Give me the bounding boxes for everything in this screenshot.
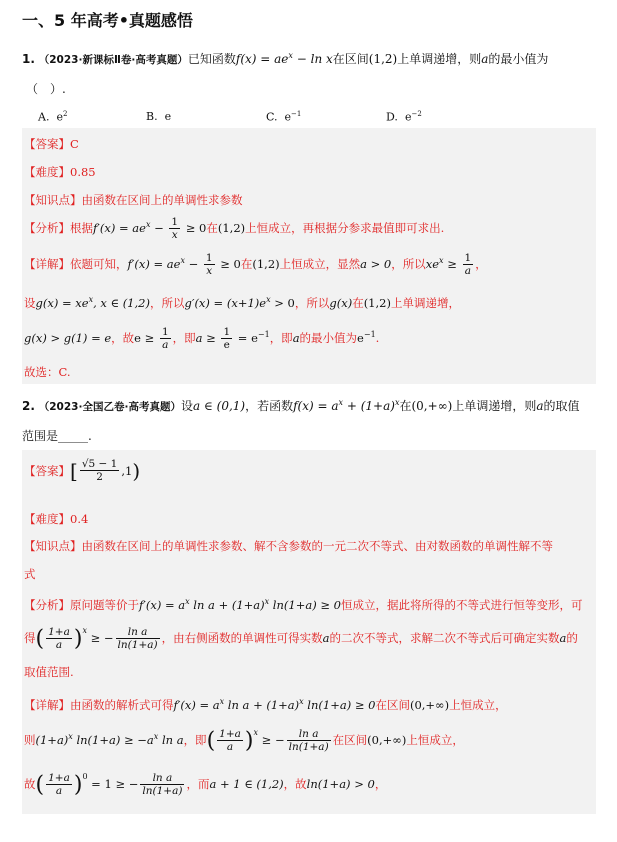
q1-conclusion: 故选：C. (24, 365, 71, 379)
q1-knowledge-point: 【知识点】由函数在区间上的单调性求参数 (24, 193, 243, 207)
q1-detail-line2: 设$g(x) = xe^x$, x ∈ (1,2)，所以$g'(x) = (x+1)e^x > 0$，所以g(x)在(1,2)上单调递增， (24, 295, 460, 310)
q1-number: 1. (22, 52, 35, 66)
q2-analysis-line3: 取值范围. (24, 665, 74, 679)
q2-knowledge-point: 【知识点】由函数在区间上的单调性求参数、解不含参数的一元二次不等式、由对数函数的单调性解不等 (24, 539, 553, 553)
q1-blank: （ ）. (26, 82, 66, 96)
q1-analysis: 【分析】根据$f'(x) = ae^x$ − $\frac{1}{x}$ ≥ 0在(1,2)上恒成立，再根据分参求最值即可求出. (24, 216, 445, 241)
q2-number: 2. (22, 399, 35, 413)
q2-stem: 2. （2023·全国乙卷·高考真题）设a ∈ (0,1)，若函数$f(x) = a^x + (1+a)^x$在(0,+∞)上单调递增，则a的取值 (22, 398, 580, 413)
q2-detail-line2: 则$(1+a)^x$ $\ln(1+a) \ge -a^x$ ln a，即( $\frac{1+a}{a}$ )$^x$ ≥ − $\frac{\text{ln a}}{\ln(1+a)}$ 在区间(0,+∞)上恒成立， (24, 728, 464, 754)
q1-option-d[interactable]: D. $e^{-2}$ (386, 110, 422, 124)
q1-difficulty: 【难度】0.85 (24, 165, 96, 179)
q2-analysis-line2: 得( $\frac{1+a}{a}$ )$^x$ ≥ − $\frac{\text{ln a}}{\ln(1+a)}$ ，由右侧函数的单调性可得实数a的二次不等式，求解二次不等式后可确定实数a的 (24, 626, 578, 652)
q2-knowledge-point-cont: 式 (24, 567, 36, 581)
q2-answer: 【答案】[ $\frac{√5 - 1}{2}$ ,1) (24, 458, 141, 483)
q1-option-b[interactable]: B. e (146, 110, 172, 123)
q1-source: （2023·新课标Ⅱ卷·高考真题） (38, 54, 188, 66)
q2-analysis-line1: 【分析】原问题等价于$f'(x) = a^x$ $\ln a + (1+a)^x$ ln(1+a) ≥ 0恒成立，据此将所得的不等式进行恒等变形，可 (24, 597, 583, 612)
q1-detail-line3: g(x) > g(1) = e，故e ≥ $\frac{1}{a}$ ，即a ≥ $\frac{1}{e}$ = $e^{-1}$，即a的最小值为$e^{-1}$. (24, 326, 380, 351)
q1-option-a[interactable]: A. $e^2$ (38, 110, 68, 124)
q2-stem-line2: 范围是_____. (22, 429, 92, 443)
section-heading: 一、5 年高考•真题感悟 (22, 11, 193, 30)
q2-detail-line1: 【详解】由函数的解析式可得$f'(x) = a^x$ $\ln a + (1+a)^x$ ln(1+a) ≥ 0在区间(0,+∞)上恒成立， (24, 697, 507, 712)
q1-answer: 【答案】C (24, 137, 79, 151)
q1-detail-line1: 【详解】依题可知，$f'(x) = ae^x$ − $\frac{1}{x}$ ≥ 0在(1,2)上恒成立，显然a > 0，所以$xe^x$ ≥ $\frac{1}{a}$ ， (24, 252, 487, 277)
q1-stem: 1. （2023·新课标Ⅱ卷·高考真题）已知函数$f(x) = ae^x - \ln x$在区间(1,2)上单调递增，则a的最小值为 (22, 51, 549, 66)
q1-option-c[interactable]: C. $e^{-1}$ (266, 110, 302, 124)
q2-difficulty: 【难度】0.4 (24, 512, 89, 526)
q2-detail-line3: 故( $\frac{1+a}{a}$ )$^0$ = 1 ≥ − $\frac{\text{ln a}}{\ln(1+a)}$ ，而a + 1 ∈ (1,2)，故ln(1+a) > 0， (24, 772, 387, 798)
q2-source: （2023·全国乙卷·高考真题） (38, 401, 181, 413)
